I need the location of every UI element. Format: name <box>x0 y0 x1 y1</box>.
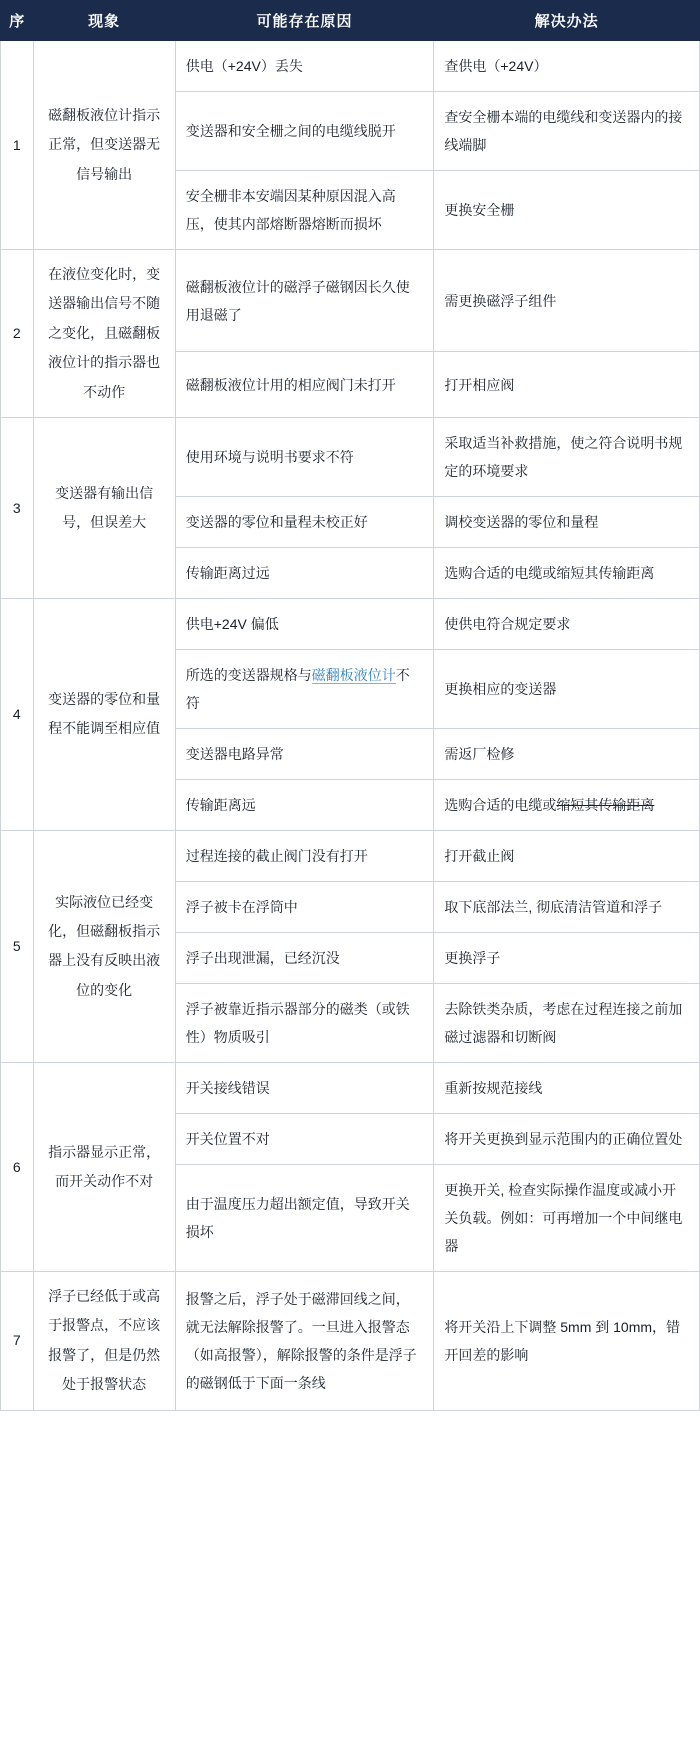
column-header-phenomenon: 现象 <box>33 1 175 41</box>
table-body <box>1 41 700 1411</box>
cell-seq: 6 <box>1 1062 34 1271</box>
cell-seq: 2 <box>1 250 34 418</box>
cell-solution: 更换安全栅 <box>434 171 700 250</box>
cell-cause: 由于温度压力超出额定值，导致开关损坏 <box>175 1164 434 1271</box>
cell-phenomenon: 变送器有输出信号，但误差大 <box>33 417 175 598</box>
cell-cause: 传输距离远 <box>175 779 434 830</box>
table-row <box>1 830 700 881</box>
cell-seq: 1 <box>1 41 34 250</box>
text-segment: 选购合适的电缆或 <box>444 796 557 813</box>
cell-seq: 4 <box>1 598 34 830</box>
cell-solution: 查供电（+24V） <box>434 41 700 92</box>
text-segment: 所选的变送器规格与 <box>185 666 312 683</box>
cell-seq: 5 <box>1 830 34 1062</box>
table-row <box>1 1062 700 1113</box>
cell-cause: 使用环境与说明书要求不符 <box>175 417 434 496</box>
cell-solution: 调校变送器的零位和量程 <box>434 496 700 547</box>
cell-phenomenon: 实际液位已经变化，但磁翻板指示器上没有反映出液位的变化 <box>33 830 175 1062</box>
cell-cause: 传输距离过远 <box>175 547 434 598</box>
cell-cause: 报警之后，浮子处于磁滞回线之间，就无法解除报警了。一旦进入报警态（如高报警），解除报警的条件是浮子的磁钢低于下面一条线 <box>175 1271 434 1410</box>
table-row <box>1 1271 700 1410</box>
cell-solution: 需返厂检修 <box>434 728 700 779</box>
cell-solution: 更换相应的变送器 <box>434 649 700 728</box>
cell-cause: 变送器电路异常 <box>175 728 434 779</box>
cell-solution: 需更换磁浮子组件 <box>434 250 700 352</box>
cell-solution: 打开截止阀 <box>434 830 700 881</box>
table-row <box>1 417 700 496</box>
column-header-solution: 解决办法 <box>434 1 700 41</box>
cell-cause: 变送器和安全栅之间的电缆线脱开 <box>175 92 434 171</box>
text-segment: 不符 <box>185 666 410 711</box>
cell-cause <box>175 649 434 728</box>
cell-solution: 查安全栅本端的电缆线和变送器内的接线端脚 <box>434 92 700 171</box>
cell-cause: 变送器的零位和量程未校正好 <box>175 496 434 547</box>
table-header <box>1 1 700 41</box>
cell-solution: 更换浮子 <box>434 932 700 983</box>
cell-cause: 浮子被卡在浮筒中 <box>175 881 434 932</box>
table-header-row <box>1 1 700 41</box>
column-header-cause: 可能存在原因 <box>175 1 434 41</box>
table-row <box>1 41 700 92</box>
cell-cause: 磁翻板液位计用的相应阀门未打开 <box>175 352 434 418</box>
cell-cause: 开关位置不对 <box>175 1113 434 1164</box>
cell-cause: 浮子出现泄漏，已经沉没 <box>175 932 434 983</box>
column-header-seq: 序 <box>1 1 34 41</box>
cell-seq: 7 <box>1 1271 34 1410</box>
cell-seq: 3 <box>1 417 34 598</box>
cell-solution: 采取适当补救措施，使之符合说明书规定的环境要求 <box>434 417 700 496</box>
cell-phenomenon: 变送器的零位和量程不能调至相应值 <box>33 598 175 830</box>
struck-text: 缩短其传输距离 <box>556 796 655 813</box>
cell-solution: 将开关沿上下调整 5mm 到 10mm，错开回差的影响 <box>434 1271 700 1410</box>
cell-solution: 打开相应阀 <box>434 352 700 418</box>
cell-solution: 将开关更换到显示范围内的正确位置处 <box>434 1113 700 1164</box>
cell-cause: 安全栅非本安端因某种原因混入高压，使其内部熔断器熔断而损坏 <box>175 171 434 250</box>
cell-solution: 重新按规范接线 <box>434 1062 700 1113</box>
cell-solution: 去除铁类杂质，考虑在过程连接之前加磁过滤器和切断阀 <box>434 983 700 1062</box>
cell-solution <box>434 779 700 830</box>
cell-phenomenon: 磁翻板液位计指示正常，但变送器无信号输出 <box>33 41 175 250</box>
table-row <box>1 250 700 352</box>
table-row <box>1 598 700 649</box>
cell-solution: 取下底部法兰, 彻底清洁管道和浮子 <box>434 881 700 932</box>
cell-cause: 浮子被靠近指示器部分的磁类（或铁性）物质吸引 <box>175 983 434 1062</box>
cell-phenomenon: 浮子已经低于或高于报警点，不应该报警了，但是仍然处于报警状态 <box>33 1271 175 1410</box>
cell-cause: 过程连接的截止阀门没有打开 <box>175 830 434 881</box>
highlighted-term: 磁翻板液位计 <box>311 666 396 683</box>
cell-solution: 选购合适的电缆或缩短其传输距离 <box>434 547 700 598</box>
cell-solution: 更换开关, 检查实际操作温度或减小开关负载。例如：可再增加一个中间继电器 <box>434 1164 700 1271</box>
cell-cause: 开关接线错误 <box>175 1062 434 1113</box>
cell-phenomenon: 在液位变化时，变送器输出信号不随之变化，且磁翻板液位计的指示器也不动作 <box>33 250 175 418</box>
cell-cause: 供电（+24V）丢失 <box>175 41 434 92</box>
cell-cause: 供电+24V 偏低 <box>175 598 434 649</box>
cell-solution: 使供电符合规定要求 <box>434 598 700 649</box>
cell-phenomenon: 指示器显示正常，而开关动作不对 <box>33 1062 175 1271</box>
cell-cause: 磁翻板液位计的磁浮子磁钢因长久使用退磁了 <box>175 250 434 352</box>
